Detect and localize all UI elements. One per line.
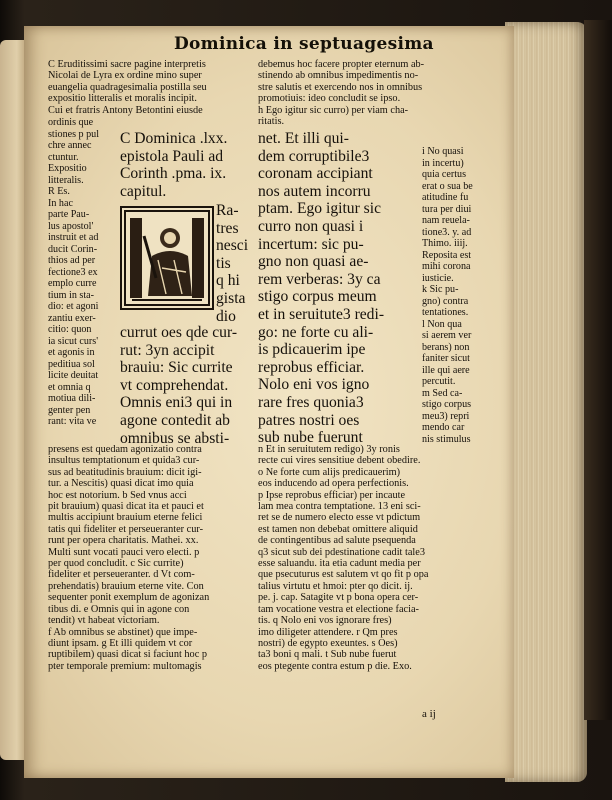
text-line: euangelia quadragesimalia postilla seu bbox=[48, 81, 207, 93]
text-line: promotiuis: ideo concludit se ipso. bbox=[258, 93, 401, 105]
text-line: dio: et agoni bbox=[48, 301, 99, 312]
text-line: zantiu exer- bbox=[48, 312, 96, 324]
text-line: ta3 boni q mali. t Sub nube fuerut bbox=[258, 649, 397, 661]
text-line: net. Et illi qui- bbox=[258, 130, 349, 147]
text-line: dio bbox=[216, 307, 236, 325]
commentary-right bbox=[258, 444, 498, 672]
text-line: tione3. y. ad bbox=[422, 226, 472, 238]
text-line: ptam. Ego igitur sic bbox=[258, 200, 381, 218]
text-line: tis bbox=[216, 254, 231, 272]
text-line: sequenter ponit exemplum de agonizan bbox=[48, 592, 210, 604]
text-line: faniter sicut bbox=[422, 353, 470, 364]
text-line: Reposita est bbox=[422, 249, 472, 261]
text-line: insultus temptationum et quida3 cur- bbox=[48, 455, 200, 467]
text-line: hoc est notorium. b Sed vnus acci bbox=[48, 489, 187, 501]
text-line: tatis qui fideliter et perseueranter cur- bbox=[48, 523, 204, 535]
text-line: rant: vita ve bbox=[48, 416, 97, 427]
text-line: ret se de numero electo esse vt pdictum bbox=[258, 512, 421, 524]
text-line: gno non quasi ae- bbox=[258, 253, 369, 271]
text-line: de contingentibus ad salute psequenda bbox=[258, 535, 416, 547]
text-line: ordinis que bbox=[48, 117, 94, 128]
text-line: mihi corona bbox=[422, 261, 471, 272]
text-line: rem verberas: 3y ca bbox=[258, 270, 381, 288]
text-line: q hi bbox=[216, 272, 240, 290]
text-line: erat o sua be bbox=[422, 180, 473, 192]
text-line: gno) contra bbox=[422, 295, 469, 307]
text-line: ctuntur. bbox=[48, 151, 79, 163]
epistle-text-left bbox=[120, 324, 270, 447]
text-line: m Sed ca- bbox=[422, 387, 463, 399]
text-line: dem corruptibile3 bbox=[258, 147, 370, 165]
text-line: stinendo ab omnibus impedimentis no- bbox=[258, 70, 419, 82]
text-line: ritatis. bbox=[258, 116, 285, 128]
text-line: tur. a Nescitis) quasi dicat imo quia bbox=[48, 478, 194, 490]
text-line: lus apostol' bbox=[48, 220, 94, 232]
text-line: diunt ipsam. g Et illi quidem vt cor bbox=[48, 637, 193, 649]
text-line: epistola Pauli ad bbox=[120, 147, 224, 165]
text-line: debemus hoc facere propter eternum ab- bbox=[258, 59, 425, 70]
text-line: Thimo. iiij. bbox=[422, 238, 468, 249]
text-line: expositio litteralis et moralis incipit. bbox=[48, 93, 197, 105]
intro-right-block bbox=[258, 59, 498, 127]
text-line: pter temporale premium: multomagis bbox=[48, 660, 202, 672]
text-line: atitudine fu bbox=[422, 192, 469, 203]
text-line: Corinth .pma. ix. bbox=[120, 165, 227, 183]
text-line: mendo car bbox=[422, 422, 465, 433]
text-line: motiua dili- bbox=[48, 393, 96, 404]
text-line: nam reuela- bbox=[422, 215, 470, 226]
text-line: instruit et ad bbox=[48, 232, 99, 243]
text-line: tium in sta- bbox=[48, 289, 94, 301]
text-line: C Dominica .lxx. bbox=[120, 130, 228, 147]
text-line: thios ad per bbox=[48, 255, 96, 266]
text-line: coronam accipiant bbox=[258, 165, 373, 183]
book-page bbox=[24, 26, 514, 778]
text-line: k Sic pu- bbox=[422, 284, 459, 295]
text-line: tendit) vt habeat victoriam. bbox=[48, 615, 160, 627]
text-line: p Ipse reprobus efficiar) per incaute bbox=[258, 489, 406, 501]
text-line: omnibus se absti- bbox=[120, 429, 230, 447]
text-line: in incertu) bbox=[422, 157, 464, 169]
text-line: incertum: sic pu- bbox=[258, 235, 364, 253]
text-line: nis stimulus bbox=[422, 433, 471, 445]
text-line: runt per opera charitatis. Mathei. xx. bbox=[48, 535, 199, 547]
text-line: tam vocatione vestra et electione facia- bbox=[258, 603, 419, 615]
text-line: emplo curre bbox=[48, 278, 97, 289]
text-line: iusticie. bbox=[422, 272, 454, 284]
text-line: ruptibilem) quasi dicat si faciunt hoc p bbox=[48, 649, 207, 661]
text-line: Nicolai de Lyra ex ordine mino super bbox=[48, 70, 202, 82]
text-line: meu3) repri bbox=[422, 410, 470, 422]
text-line: genter pen bbox=[48, 404, 91, 416]
text-line: per quod concludit. c Sic currite) bbox=[48, 558, 184, 570]
text-line: multis accipiunt brauium eterne felici bbox=[48, 512, 203, 524]
text-line: chre annec bbox=[48, 140, 92, 151]
text-line: sub nube fuerunt bbox=[258, 429, 363, 447]
text-line: In hac bbox=[48, 197, 73, 209]
text-line: et agonis in bbox=[48, 347, 95, 358]
text-line: tis. q Nolo eni vos ignorare fres) bbox=[258, 615, 392, 627]
text-line: ille qui aere bbox=[422, 364, 470, 376]
text-line: stigo corpus bbox=[422, 399, 472, 410]
text-line: nos autem incorru bbox=[258, 182, 371, 200]
text-line: tura per diui bbox=[422, 203, 472, 215]
text-line: nostri) de egypto exeuntes. s Oes) bbox=[258, 637, 398, 649]
text-line: Expositio bbox=[48, 163, 87, 174]
text-line: percutit. bbox=[422, 376, 456, 387]
text-line: lam mea contra temptatione. 13 eni sci- bbox=[258, 501, 421, 513]
text-beside-woodcut bbox=[216, 202, 264, 325]
text-line: Omnis eni3 qui in bbox=[120, 394, 233, 412]
text-line: est tamen non debebat omittere aliquid bbox=[258, 523, 418, 535]
page-stack-edge bbox=[505, 22, 587, 782]
text-line: pe. j. cap. Satagite vt p bona opera cer- bbox=[258, 592, 419, 604]
text-line: nesci bbox=[216, 237, 249, 255]
text-line: Multi sunt vocati pauci vero electi. p bbox=[48, 546, 200, 558]
text-line: i No quasi bbox=[422, 146, 464, 157]
text-line: recte cui vires sensitiue debent obedire. bbox=[258, 455, 421, 467]
text-line: h Ego igitur sic curro) per viam cha- bbox=[258, 104, 409, 116]
text-line: go: ne forte cu ali- bbox=[258, 323, 374, 341]
text-line: brauiu: Sic currite bbox=[120, 359, 233, 377]
text-line: peditiua sol bbox=[48, 358, 95, 370]
text-line: eos ptegente contra estum p die. Exo. bbox=[258, 660, 412, 672]
text-line: stiones p pul bbox=[48, 128, 100, 140]
text-line: prehendatis) brauium eterne vite. Con bbox=[48, 580, 204, 592]
text-line: is pdicauerim ipe bbox=[258, 341, 366, 359]
text-line: reprobus efficiar. bbox=[258, 358, 365, 376]
text-line: sus ad beatitudinis brauium: dicit igi- bbox=[48, 466, 202, 478]
binding-shadow bbox=[584, 20, 612, 720]
epistle-heading bbox=[120, 130, 270, 200]
text-line: tres bbox=[216, 219, 239, 237]
text-line: patres nostri oes bbox=[258, 411, 360, 429]
text-line: o Ne forte cum alijs predicauerim) bbox=[258, 466, 401, 478]
signature-mark: a ij bbox=[422, 708, 436, 720]
text-line: Nolo eni vos igno bbox=[258, 376, 370, 394]
text-line: esse saluandu. ita etia cadunt media per bbox=[258, 558, 421, 570]
text-line: n Et in seruitutem redigo) 3y ronis bbox=[258, 444, 400, 455]
text-line: stigo corpus meum bbox=[258, 288, 377, 306]
text-line: que psecuturus est salutem vt qo fit p opa bbox=[258, 569, 429, 581]
text-line: talius virtutu et hmoi: pter qo dicit. ij. bbox=[258, 580, 413, 592]
text-line: curro non quasi i bbox=[258, 217, 364, 235]
text-line: stre salutis et exercendo nos in omnibus bbox=[258, 81, 423, 93]
text-line: l Non qua bbox=[422, 318, 462, 330]
text-line: R Es. bbox=[48, 186, 70, 197]
text-line: si aerem ver bbox=[422, 330, 472, 341]
text-line: parte Pau- bbox=[48, 209, 90, 220]
text-line: litteralis. bbox=[48, 174, 84, 186]
text-line: Ra- bbox=[216, 202, 239, 219]
text-line: currut oes qde cur- bbox=[120, 324, 238, 341]
text-line: berans) non bbox=[422, 341, 470, 353]
text-line: et omnia q bbox=[48, 381, 91, 393]
text-line: citio: quon bbox=[48, 324, 92, 335]
text-line: C Eruditissimi sacre pagine interpretis bbox=[48, 59, 206, 70]
text-line: fideliter et perseueranter. d Vt com- bbox=[48, 569, 195, 581]
woodcut-illustration bbox=[120, 206, 214, 310]
text-line: tentationes. bbox=[422, 307, 469, 318]
text-line: gista bbox=[216, 289, 246, 307]
commentary-left bbox=[48, 444, 274, 672]
text-line: fectione3 ex bbox=[48, 266, 98, 278]
text-line: imo diligeter attendere. r Qm pres bbox=[258, 626, 398, 638]
text-line: pit brauium) quasi dicat ita et pauci et bbox=[48, 501, 204, 513]
text-line: Cui et fratris Antony Betontini eiusde bbox=[48, 104, 203, 116]
epistle-text-right bbox=[258, 130, 418, 447]
text-line: quia certus bbox=[422, 169, 467, 180]
text-line: ia sicut curs' bbox=[48, 335, 99, 347]
text-line: rare fres quonia3 bbox=[258, 393, 364, 411]
intro-left-block bbox=[48, 59, 274, 116]
text-line: agone contedit ab bbox=[120, 411, 230, 429]
text-line: capitul. bbox=[120, 182, 167, 200]
text-line: vt comprehendat. bbox=[120, 376, 229, 394]
text-line: f Ab omnibus se abstinet) que impe- bbox=[48, 626, 198, 638]
left-marginal-gloss bbox=[48, 117, 116, 428]
text-line: ducit Corin- bbox=[48, 243, 98, 255]
text-line: eos inducendo ad opera perfectionis. bbox=[258, 478, 409, 490]
text-line: q3 sicut sub dei pdestinatione cadit tale3 bbox=[258, 546, 425, 558]
text-line: presens est quedam agonizatio contra bbox=[48, 444, 202, 455]
right-marginal-gloss bbox=[422, 146, 502, 445]
text-line: et in seruitute3 redi- bbox=[258, 305, 385, 323]
text-line: licite deuitat bbox=[48, 370, 99, 381]
text-line: rut: 3yn accipit bbox=[120, 341, 215, 359]
text-line: tibus di. e Omnis qui in agone con bbox=[48, 603, 190, 615]
running-head: Dominica in septuagesima bbox=[174, 34, 434, 54]
